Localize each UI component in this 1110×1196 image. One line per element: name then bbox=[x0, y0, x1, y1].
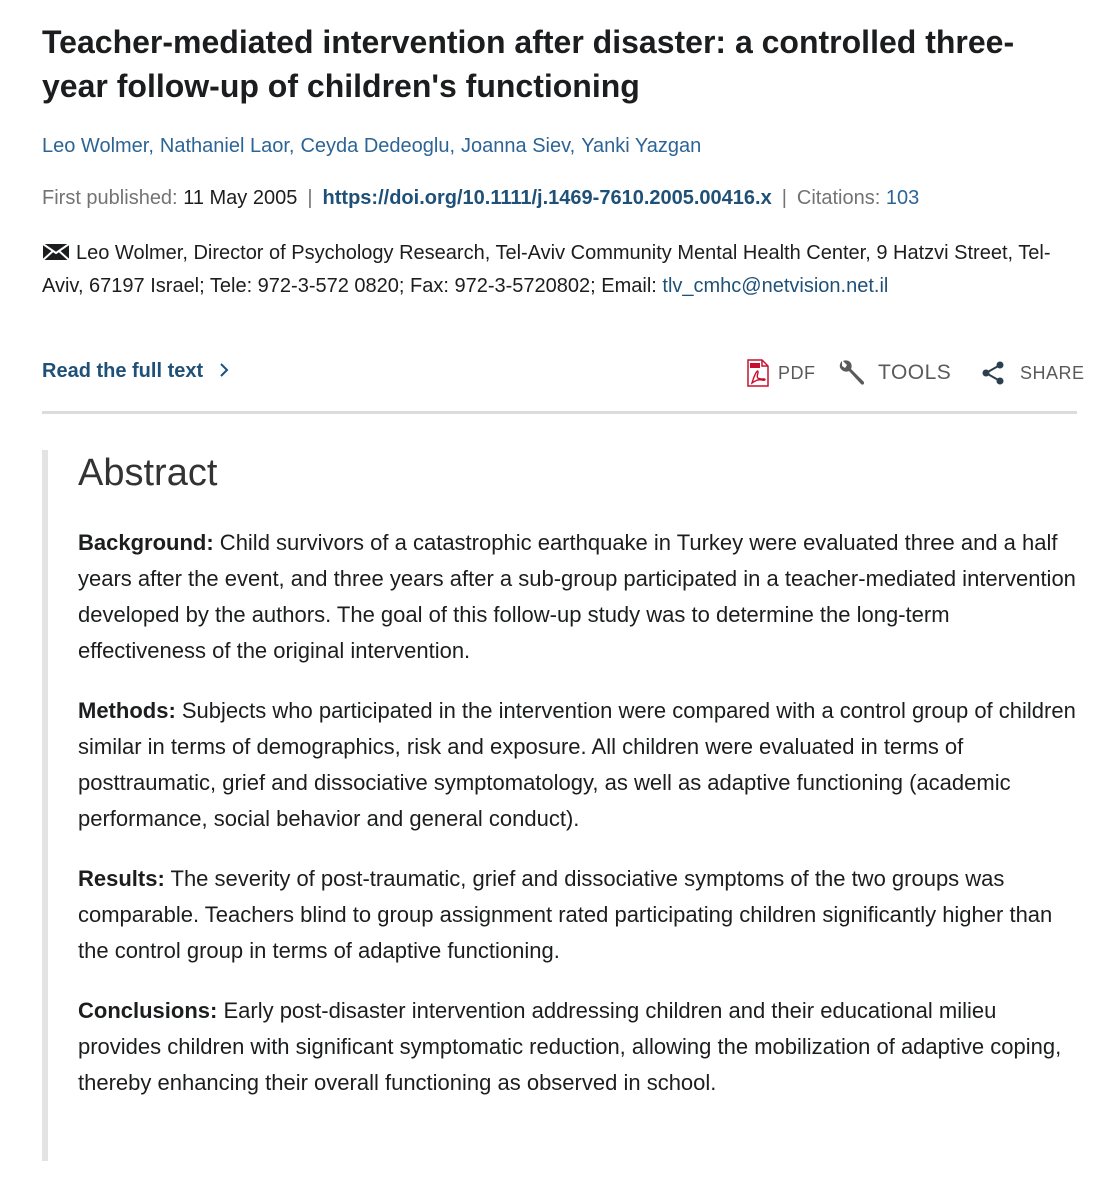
abstract-section-label: Results: bbox=[78, 866, 165, 891]
author-separator: , bbox=[288, 135, 295, 157]
publication-meta bbox=[42, 183, 919, 213]
abstract-conclusions bbox=[78, 993, 1078, 1101]
doi-link[interactable]: https://doi.org/10.1111/j.1469-7610.2005.00416.x bbox=[322, 187, 772, 209]
pdf-button[interactable] bbox=[746, 356, 816, 390]
abstract-section-label: Methods: bbox=[78, 698, 176, 723]
abstract-methods bbox=[78, 693, 1078, 837]
chevron-right-icon bbox=[217, 356, 231, 370]
share-button[interactable] bbox=[980, 356, 1085, 390]
pdf-label: PDF bbox=[778, 362, 816, 383]
share-label: SHARE bbox=[1020, 362, 1085, 383]
envelope-icon bbox=[42, 239, 70, 257]
correspondence-email-link[interactable]: tlv_cmhc@netvision.net.il bbox=[662, 275, 889, 297]
pdf-file-icon bbox=[746, 359, 770, 387]
abstract-section-label: Conclusions: bbox=[78, 998, 218, 1023]
abstract-background bbox=[78, 525, 1078, 669]
abstract-section-text: Subjects who participated in the intervention were compared with a control group of children similar in terms of demographics, risk and exposure. All children were evaluated in terms of posttraumatic, grief and dissociative symptomatology, as well as adaptive functioning (academic performance, social behavior and general conduct). bbox=[78, 698, 1076, 831]
abstract-heading: Abstract bbox=[78, 452, 218, 494]
tools-button[interactable] bbox=[836, 356, 951, 390]
first-published-label: First published: bbox=[42, 187, 178, 209]
first-published-date: 11 May 2005 bbox=[183, 187, 298, 209]
share-icon bbox=[980, 360, 1006, 386]
article-actions-bar bbox=[42, 352, 1085, 392]
author-link[interactable]: Joanna Siev bbox=[461, 135, 570, 157]
author-list bbox=[42, 131, 701, 161]
citations-count-link[interactable]: 103 bbox=[885, 187, 920, 209]
article-title: Teacher-mediated intervention after disaster: a controlled three-year follow-up of children's functioning bbox=[42, 24, 1015, 104]
author-link[interactable]: Nathaniel Laor bbox=[159, 135, 289, 157]
correspondence-info bbox=[42, 237, 1077, 303]
read-full-text-link[interactable] bbox=[42, 356, 231, 386]
author-separator: , bbox=[449, 135, 456, 157]
author-separator: , bbox=[569, 135, 576, 157]
section-divider bbox=[42, 411, 1077, 414]
author-link[interactable]: Yanki Yazgan bbox=[581, 135, 702, 157]
tools-label: TOOLS bbox=[878, 361, 952, 384]
author-link[interactable]: Leo Wolmer bbox=[42, 135, 149, 157]
abstract-section bbox=[42, 450, 1083, 1161]
citations-label: Citations: bbox=[796, 187, 881, 209]
author-separator: , bbox=[148, 135, 154, 157]
meta-separator: | bbox=[781, 187, 787, 209]
abstract-section-text: Child survivors of a catastrophic earthquake in Turkey were evaluated three and a half years after the event, and three years after a sub-group participated in a teacher-mediated intervention developed by the authors. The goal of this follow-up study was to determine the long-term effectiveness of the original intervention. bbox=[78, 530, 1076, 663]
meta-separator: | bbox=[307, 187, 313, 209]
abstract-results bbox=[78, 861, 1078, 969]
read-full-text-label: Read the full text bbox=[42, 360, 204, 382]
abstract-section-label: Background: bbox=[78, 530, 214, 555]
author-link[interactable]: Ceyda Dedeoglu bbox=[300, 135, 450, 157]
wrench-icon bbox=[836, 358, 866, 388]
abstract-section-text: The severity of post-traumatic, grief and dissociative symptoms of the two groups was comparable. Teachers blind to group assignment rated participating children significantly higher than the control group in terms of adaptive functioning. bbox=[78, 866, 1053, 963]
abstract-content bbox=[78, 450, 1078, 1101]
abstract-section-text: Early post-disaster intervention addressing children and their educational milieu provides children with significant symptomatic reduction, allowing the mobilization of adaptive coping, thereby enhancing their overall functioning as observed in school. bbox=[78, 998, 1062, 1095]
correspondence-text: Leo Wolmer, Director of Psychology Research, Tel-Aviv Community Mental Health Center, 9 Hatzvi Street, Tel-Aviv, 67197 Israel; Tele: 972-3-572 0820; Fax: 972-3-5720802; Email: bbox=[42, 242, 1051, 297]
